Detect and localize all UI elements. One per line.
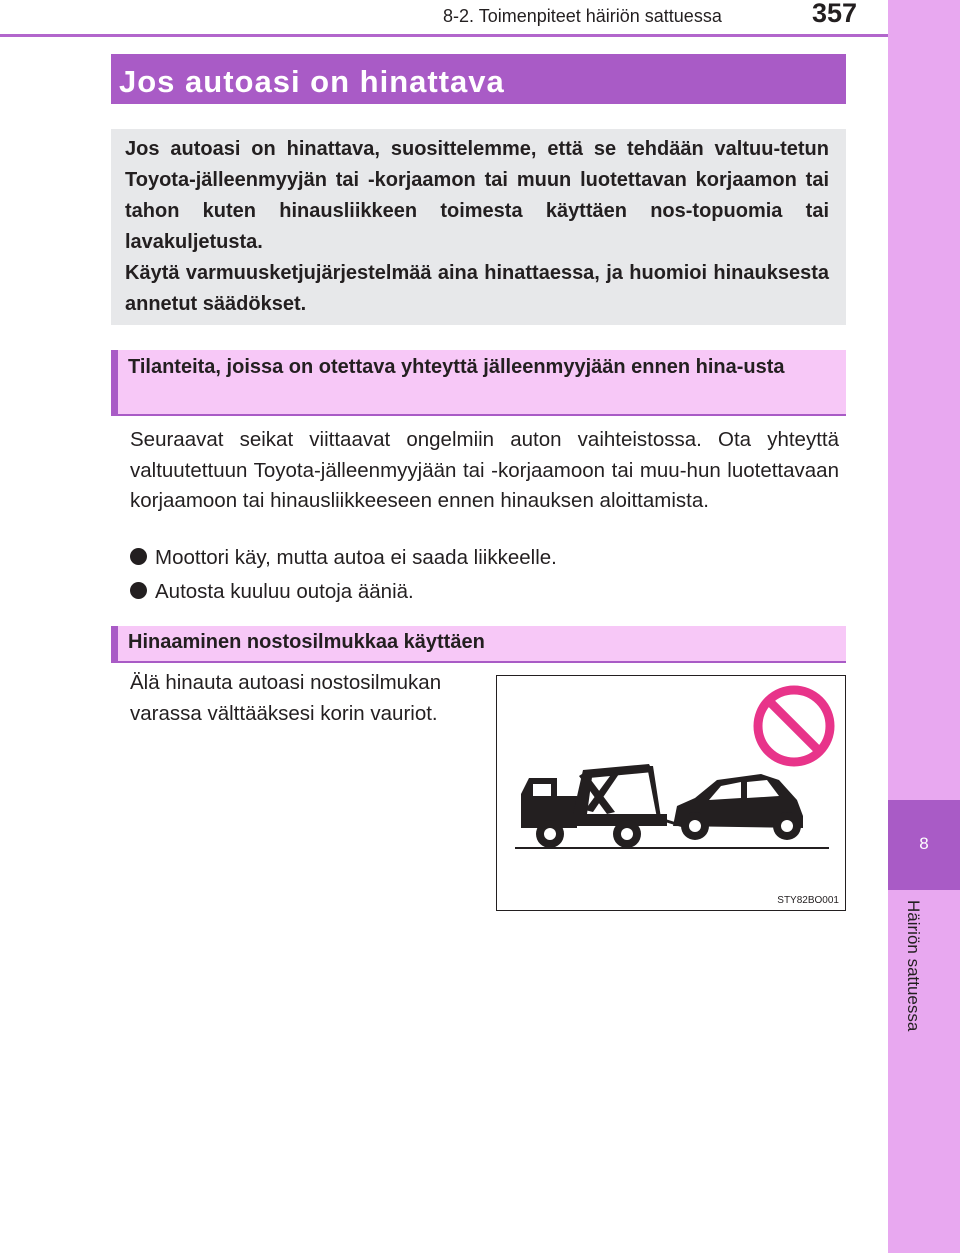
section-paragraph: Älä hinauta autoasi nostosilmukan varassa välttääksesi korin vauriot.: [130, 671, 442, 725]
section-body-towing-eyelet: [130, 668, 480, 729]
page-number: 357: [812, 0, 858, 28]
tow-truck-icon: [521, 764, 683, 848]
bullet-icon: [130, 582, 147, 599]
intro-box: [111, 129, 846, 325]
towing-illustration: [496, 675, 846, 911]
chapter-number: 8: [919, 834, 929, 853]
section-heading-text: Tilanteita, joissa on otettava yhteyttä jälleenmyyjään ennen hina-usta: [128, 356, 785, 378]
header-rule: [0, 34, 888, 37]
section-heading-towing-eyelet: [111, 626, 846, 663]
towing-illustration-svg: [497, 676, 845, 910]
section-body-contact-dealer: [130, 425, 839, 517]
section-heading-contact-dealer: [111, 350, 846, 416]
intro-paragraph-1: Jos autoasi on hinattava, suosittelemme, että se tehdään valtuu-tetun Toyota-jälleenmyyjän tai -korjaamon tai muun luotettavan korjaamon tai tahon kuten hinausliikkeen toimesta käyttäen nos-topuomia tai lavakuljetusta.: [125, 138, 829, 253]
bullet-icon: [130, 548, 147, 565]
section-heading-text: Hinaaminen nostosilmukkaa käyttäen: [128, 631, 485, 653]
side-tab-strip: [888, 0, 960, 1253]
chapter-title: Häiriön sattuessa: [904, 900, 923, 1032]
list-item: [130, 580, 414, 604]
list-item: [130, 546, 557, 570]
list-item-text: Moottori käy, mutta autoa ei saada liikkeelle.: [155, 546, 557, 569]
intro-text: [125, 134, 829, 320]
list-item-text: Autosta kuuluu outoja ääniä.: [155, 580, 414, 603]
page-title: Jos autoasi on hinattava: [119, 64, 505, 99]
running-header: 8-2. Toimenpiteet häiriön sattuessa: [443, 6, 722, 26]
prohibited-icon: [758, 690, 830, 762]
title-bar: [111, 54, 846, 104]
section-paragraph: Seuraavat seikat viittaavat ongelmiin auton vaihteistossa. Ota yhteyttä valtuutettuun Toyota-jälleenmyyjään tai -korjaamoon tai muu-hun luotettavaan korjaamoon tai hinausliikkeeseen ennen hinauksen aloittamista.: [130, 428, 839, 512]
car-icon: [673, 774, 803, 840]
intro-paragraph-2: Käytä varmuusketjujärjestelmää aina hinattaessa, ja huomioi hinauksesta annetut säädökset.: [125, 262, 829, 315]
figure-code: STY82BO001: [777, 895, 839, 906]
